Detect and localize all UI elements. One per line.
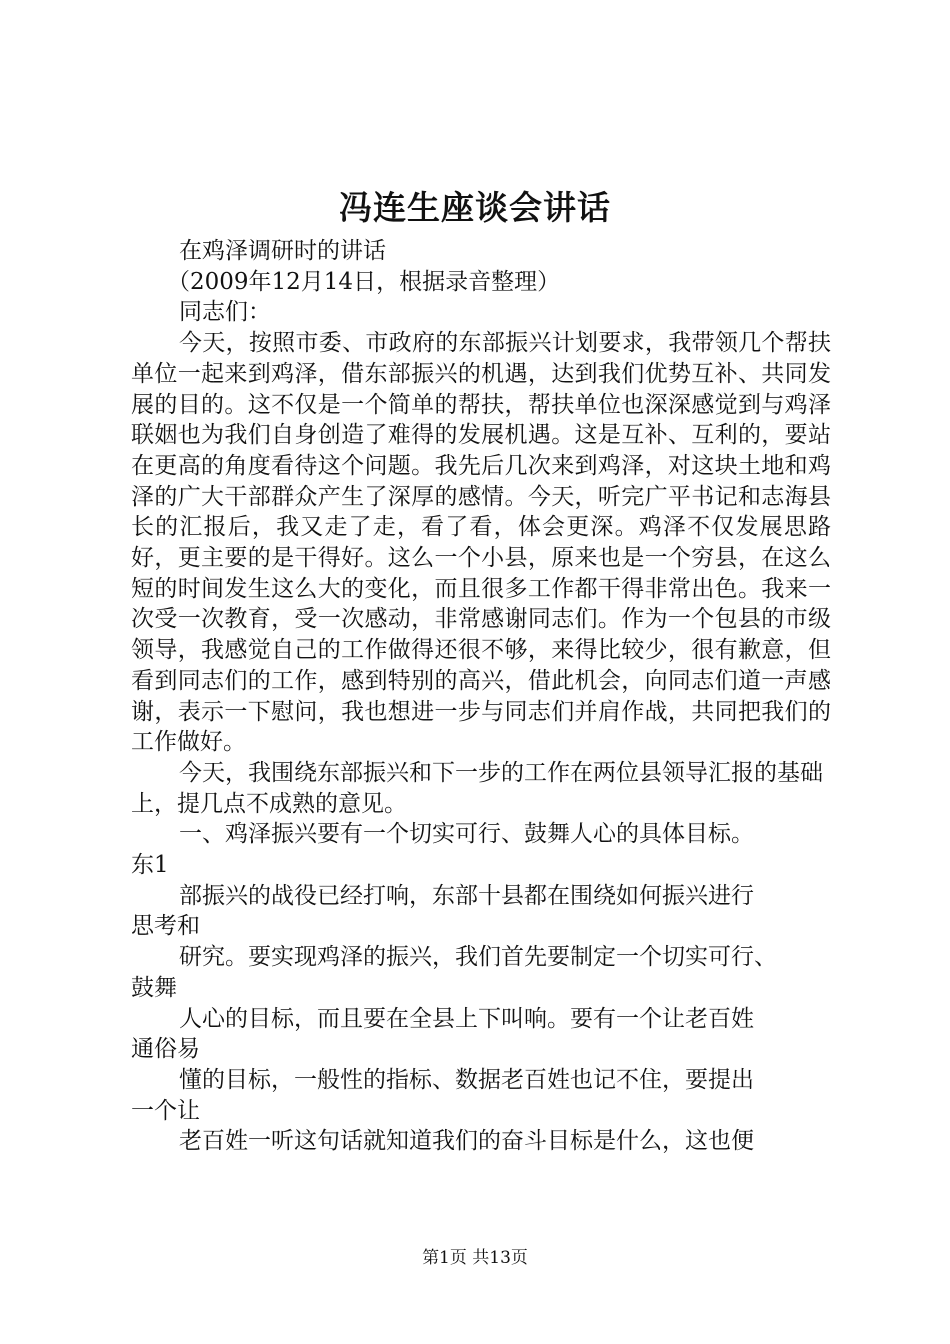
page-footer: 第1页 共13页 — [422, 1248, 528, 1268]
document-title: 冯连生座谈会讲话 — [339, 188, 611, 227]
paragraph-3 — [131, 819, 831, 880]
speech-subtitle: 在鸡泽调研时的讲话 — [179, 238, 386, 264]
text-line: 懂的目标，一般性的指标、数据老百姓也记不住，要提出 — [179, 1066, 754, 1093]
text-line: 人心的目标，而且要在全县上下叫响。要有一个让老百姓 — [179, 1005, 754, 1032]
text-line: 东1 — [131, 852, 169, 879]
text-line: 部振兴的战役已经打响，东部十县都在围绕如何振兴进行 — [179, 882, 754, 909]
fragment-1 — [131, 881, 831, 942]
text-line: 通俗易 — [131, 1036, 200, 1063]
paragraph-1: 今天，按照市委、市政府的东部振兴计划要求，我带领几个帮扶单位一起来到鸡泽，借东部振兴的机遇，达到我们优势互补、共同发展的目的。这不仅是一个简单的帮扶，帮扶单位也深深感觉到与鸡泽联姻也为我们自身创造了难得的发展机遇。这是互补、互利的，要站在更高的角度看待这个问题。我先后几次来到鸡泽，对这块土地和鸡泽的广大干部群众产生了深厚的感情。今天，听完广平书记和志海县长的汇报后，我又走了走，看了看，体会更深。鸡泽不仅发展思路好，更主要的是干得好。这么一个小县，原来也是一个穷县，在这么短的时间发生这么大的变化，而且很多工作都干得非常出色。我来一次受一次教育，受一次感动，非常感谢同志们。作为一个包县的市级领导，我感觉自己的工作做得还很不够，来得比较少，很有歉意，但看到同志们的工作，感到特别的高兴，借此机会，向同志们道一声感谢，表示一下慰问，我也想进一步与同志们并肩作战，共同把我们的工作做好。 — [131, 330, 831, 756]
date-note: （2009年12月14日，根据录音整理） — [167, 268, 561, 295]
salutation: 同志们： — [179, 299, 271, 326]
text-line: 鼓舞 — [131, 974, 177, 1001]
section-heading-1: 一、鸡泽振兴要有一个切实可行、鼓舞人心的具体目标。 — [179, 821, 754, 848]
text-line: 老百姓一听这句话就知道我们的奋斗目标是什么，这也便 — [179, 1128, 754, 1155]
text-line: 思考和 — [131, 913, 200, 940]
text-line: 研究。要实现鸡泽的振兴，我们首先要制定一个切实可行、 — [179, 944, 777, 971]
fragment-5 — [131, 1126, 831, 1157]
document-body — [131, 236, 831, 1157]
fragment-2 — [131, 942, 831, 1003]
text-line: 一个让 — [131, 1097, 200, 1124]
fragment-4 — [131, 1065, 831, 1126]
fragment-3 — [131, 1004, 831, 1065]
paragraph-2: 今天，我围绕东部振兴和下一步的工作在两位县领导汇报的基础上，提几点不成熟的意见。 — [131, 759, 823, 817]
